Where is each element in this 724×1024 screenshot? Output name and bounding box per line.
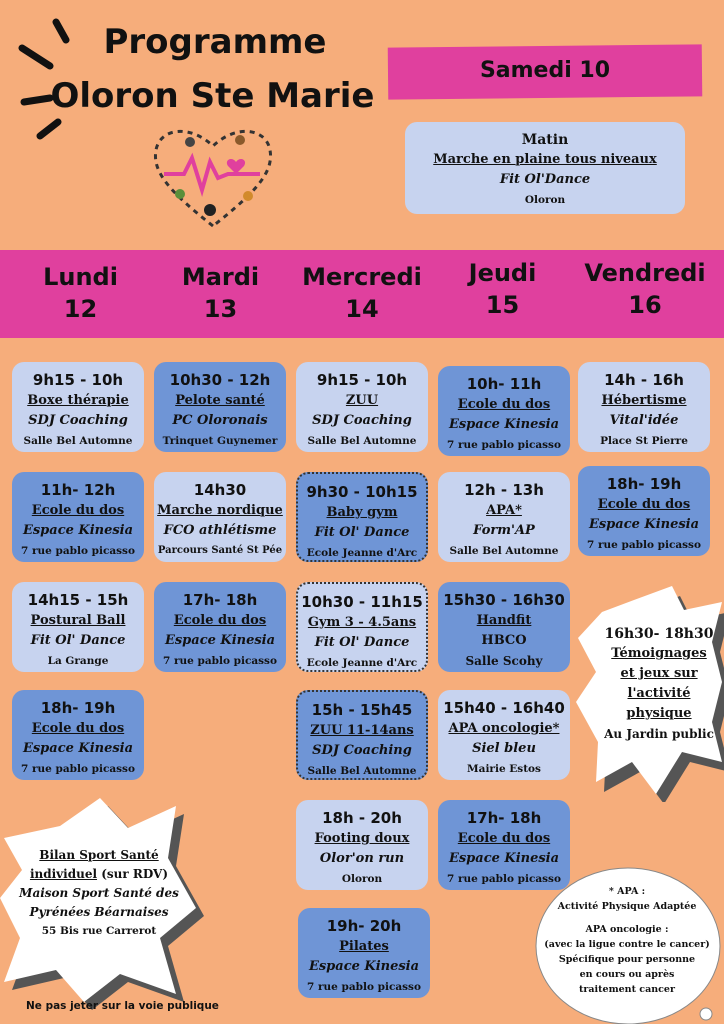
session-activity: Handfit — [476, 613, 532, 628]
session-place: 7 rue pablo picasso — [163, 655, 277, 667]
session-place: 7 rue pablo picasso — [447, 873, 561, 885]
session-time: 14h - 16h — [604, 371, 684, 389]
session-time: 17h- 18h — [182, 591, 258, 609]
session-org: Espace Kinesia — [448, 417, 560, 432]
day-jeudi — [440, 258, 565, 322]
burst-left-text — [4, 846, 194, 941]
session-place: Salle Bel Automne — [307, 435, 417, 447]
session-org: Form'AP — [473, 523, 535, 538]
sports-heart-icon — [150, 122, 276, 230]
title-line2: Oloron Ste Marie — [50, 76, 375, 116]
session-card — [154, 582, 286, 672]
note-line: en cours ou après — [579, 969, 675, 980]
session-card — [296, 800, 428, 890]
session-time: 18h- 19h — [606, 475, 682, 493]
session-activity: ZUU 11-14ans — [310, 723, 414, 738]
note-line: APA oncologie : — [585, 924, 669, 935]
session-activity: Ecole du dos — [31, 503, 125, 518]
session-place: Salle Scohy — [465, 654, 543, 668]
session-org: Olor'on run — [319, 851, 405, 866]
day-name: Lundi — [43, 263, 118, 291]
day-date: 14 — [345, 295, 379, 323]
session-activity: Ecole du dos — [457, 831, 551, 846]
session-time: 9h15 - 10h — [32, 371, 124, 389]
session-card — [154, 472, 286, 562]
day-date: 12 — [63, 295, 98, 323]
session-card — [438, 690, 570, 780]
session-place: 7 rue pablo picasso — [21, 763, 135, 775]
session-card — [438, 472, 570, 562]
session-org: Siel bleu — [472, 741, 536, 756]
session-place: Ecole Jeanne d'Arc — [306, 657, 418, 669]
session-place: Oloron — [524, 194, 566, 206]
session-activity: Pilates — [339, 939, 389, 954]
session-time: 14h15 - 15h — [27, 591, 129, 609]
session-org: Espace Kinesia — [588, 517, 700, 532]
session-place: Place St Pierre — [600, 435, 688, 447]
session-activity: Marche en plaine tous niveaux — [433, 152, 657, 167]
day-name: Mercredi — [302, 263, 422, 291]
session-place: Mairie Estos — [467, 763, 541, 775]
session-activity: Ecole du dos — [457, 397, 551, 412]
session-org: SDJ Coaching — [312, 413, 412, 428]
session-place: Salle Bel Automne — [23, 435, 133, 447]
session-activity: Marche nordique — [157, 503, 283, 518]
saturday-label: Samedi 10 — [479, 58, 611, 83]
session-time: 14h30 — [193, 481, 247, 499]
session-time: 18h- 19h — [40, 699, 116, 717]
session-time: 9h15 - 10h — [316, 371, 408, 389]
day-name: Vendredi — [584, 259, 706, 287]
session-activity: Baby gym — [326, 505, 398, 520]
session-card — [298, 908, 430, 998]
session-card — [438, 366, 570, 456]
session-card — [296, 362, 428, 452]
session-card — [12, 362, 144, 452]
day-mardi — [158, 262, 283, 326]
burst-line: Pyrénées Béarnaises — [29, 905, 169, 919]
burst-line: 55 Bis rue Carrerot — [41, 925, 157, 937]
session-time: 19h- 20h — [326, 917, 402, 935]
session-time: 10h30 - 12h — [169, 371, 271, 389]
session-org: PC Oloronais — [172, 413, 268, 428]
session-org: Espace Kinesia — [164, 633, 276, 648]
note-line: Activité Physique Adaptée — [557, 901, 697, 912]
day-date: 16 — [628, 291, 662, 319]
session-activity: Postural Ball — [30, 613, 126, 628]
session-activity: Gym 3 - 4.5ans — [307, 615, 417, 630]
burst-line: Bilan Sport Santé — [39, 848, 159, 862]
session-activity: Footing doux — [314, 831, 410, 846]
burst-place: Au Jardin public — [604, 727, 714, 741]
session-org: Fit Ol' Dance — [30, 633, 126, 648]
session-activity: Boxe thérapie — [27, 393, 129, 408]
day-vendredi — [580, 258, 710, 322]
session-card — [296, 690, 428, 780]
session-time: 10h30 - 11h15 — [301, 593, 423, 611]
session-card — [154, 362, 286, 452]
burst-line: et jeux sur — [620, 666, 698, 681]
burst-line: (sur RDV) — [97, 867, 169, 881]
session-place: 7 rue pablo picasso — [21, 545, 135, 557]
session-org: Vital'idée — [609, 413, 679, 428]
burst-line: l'activité — [627, 686, 691, 701]
session-org: Fit Ol' Dance — [314, 635, 410, 650]
session-activity: Ecole du dos — [597, 497, 691, 512]
session-place: Parcours Santé St Pée — [157, 545, 283, 556]
burst-right-text — [590, 624, 724, 744]
session-time: 17h- 18h — [466, 809, 542, 827]
session-place: Trinquet Guynemer — [162, 435, 278, 447]
session-place: Salle Bel Automne — [449, 545, 559, 557]
day-date: 13 — [203, 295, 238, 323]
session-time: 9h30 - 10h15 — [306, 483, 418, 501]
burst-line: physique — [626, 706, 692, 721]
session-org: FCO athlétisme — [163, 523, 277, 538]
burst-line: Témoignages — [611, 646, 707, 661]
title-line1: Programme — [103, 22, 327, 62]
day-lundi — [18, 262, 143, 326]
session-time: 18h - 20h — [322, 809, 402, 827]
session-activity: Ecole du dos — [173, 613, 267, 628]
session-place: Oloron — [341, 873, 383, 885]
session-time: 10h- 11h — [466, 375, 542, 393]
session-org: SDJ Coaching — [28, 413, 128, 428]
session-card — [438, 582, 570, 672]
session-card — [12, 582, 144, 672]
session-org: Espace Kinesia — [448, 851, 560, 866]
note-text — [534, 884, 720, 997]
session-time: 15h - 15h45 — [311, 701, 413, 719]
session-card — [578, 466, 710, 556]
note-line: traitement cancer — [579, 984, 675, 995]
footer-text: Ne pas jeter sur la voie publique — [26, 1000, 219, 1012]
session-org: HBCO — [481, 633, 527, 648]
session-place: 7 rue pablo picasso — [307, 981, 421, 993]
day-mercredi — [296, 262, 428, 326]
session-time: 15h30 - 16h30 — [443, 591, 565, 609]
session-org: Fit Ol' Dance — [314, 525, 410, 540]
session-card — [296, 472, 428, 562]
session-time: 12h - 13h — [464, 481, 544, 499]
day-date: 15 — [485, 291, 520, 319]
day-name: Mardi — [181, 263, 260, 291]
session-activity: APA* — [486, 503, 522, 518]
burst-line: individuel — [29, 867, 98, 881]
session-card — [12, 472, 144, 562]
burst-line: Maison Sport Santé des — [19, 886, 179, 900]
session-time: 15h40 - 16h40 — [443, 699, 565, 717]
session-card — [12, 690, 144, 780]
session-org: SDJ Coaching — [312, 743, 412, 758]
session-time: 11h- 12h — [40, 481, 116, 499]
session-org: Espace Kinesia — [308, 959, 420, 974]
session-place: 7 rue pablo picasso — [447, 439, 561, 451]
session-card — [296, 582, 428, 672]
session-place: Salle Bel Automne — [307, 765, 417, 777]
session-place: 7 rue pablo picasso — [587, 539, 701, 551]
session-activity: ZUU — [345, 393, 379, 408]
session-activity: APA oncologie* — [448, 721, 560, 736]
session-card — [578, 362, 710, 452]
session-activity: Hébertisme — [601, 393, 687, 408]
session-org: Fit Ol'Dance — [499, 172, 591, 187]
session-time: Matin — [521, 132, 569, 148]
session-activity: Ecole du dos — [31, 721, 125, 736]
saturday-session — [405, 122, 685, 214]
session-activity: Pelote santé — [175, 393, 265, 408]
session-place: La Grange — [47, 655, 109, 667]
note-line: (avec la ligue contre le cancer) — [544, 939, 710, 950]
note-line: * APA : — [608, 886, 646, 897]
session-org: Espace Kinesia — [22, 523, 134, 538]
day-name: Jeudi — [468, 259, 537, 287]
session-place: Ecole Jeanne d'Arc — [306, 547, 418, 559]
session-org: Espace Kinesia — [22, 741, 134, 756]
burst-time: 16h30- 18h30 — [604, 626, 714, 642]
note-line: Spécifique pour personne — [558, 954, 696, 965]
